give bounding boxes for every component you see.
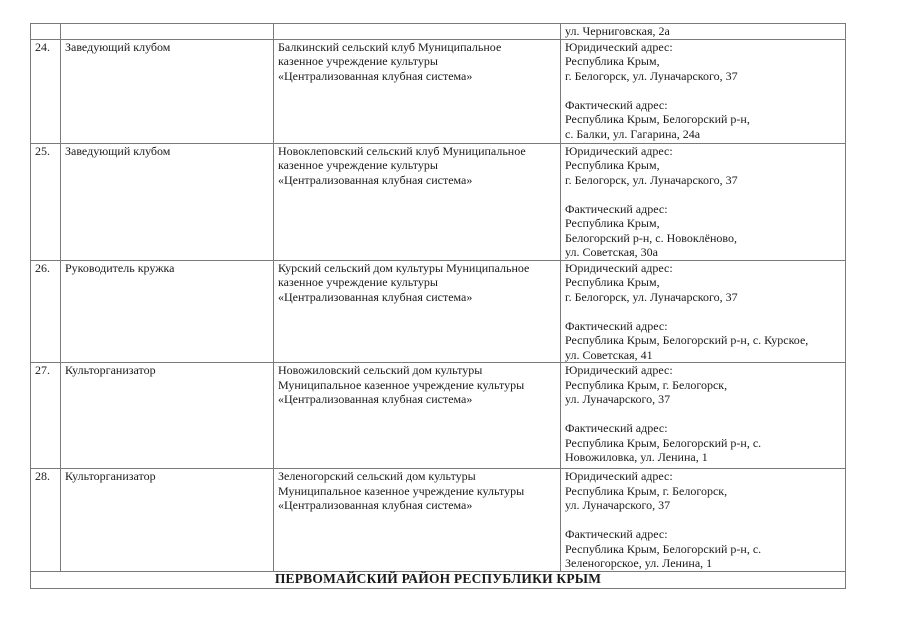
organization-line: Муниципальное казенное учреждение культуры <box>278 483 525 498</box>
cell-position <box>61 24 274 40</box>
address-cell <box>561 260 846 363</box>
vacancy-table <box>30 23 846 589</box>
table-row <box>31 143 846 260</box>
actual-address-label: Фактический адрес: <box>565 201 668 216</box>
actual-address-line: Республика Крым, Белогорский р-н, с. <box>565 435 762 450</box>
spacer <box>565 83 841 98</box>
organization-name <box>274 260 561 363</box>
organization-line: Зеленогорский сельский дом культуры <box>278 469 476 483</box>
legal-address-label: Юридический адрес: <box>565 39 673 54</box>
organization-line: «Централизованная клубная система» <box>278 392 473 406</box>
legal-address-line: г. Белогорск, ул. Луначарского, 37 <box>565 289 738 304</box>
table-row <box>31 39 846 143</box>
actual-address-label: Фактический адрес: <box>565 421 668 435</box>
row-number: 25. <box>31 143 61 260</box>
actual-address-line: Республика Крым, Белогорский р-н, <box>565 112 750 126</box>
organization-name <box>274 143 561 260</box>
organization-line: «Централизованная клубная система» <box>278 498 473 512</box>
legal-address-line: ул. Луначарского, 37 <box>565 392 671 406</box>
actual-address-label: Фактический адрес: <box>565 318 668 333</box>
actual-address-line: ул. Советская, 41 <box>565 347 653 362</box>
actual-address-line: Республика Крым, Белогорский р-н, с. Курское, <box>565 333 809 347</box>
legal-address-line: Республика Крым, <box>565 158 660 172</box>
section-row <box>31 572 846 589</box>
organization-name <box>274 363 561 469</box>
actual-address-line: Республика Крым, <box>565 216 660 230</box>
actual-address-line: ул. Советская, 30а <box>565 245 658 259</box>
section-heading: ПЕРВОМАЙСКИЙ РАЙОН РЕСПУБЛИКИ КРЫМ <box>31 572 846 589</box>
organization-line: казенное учреждение культуры <box>278 158 438 172</box>
legal-address-label: Юридический адрес: <box>565 469 673 483</box>
actual-address-line: Белогорский р-н, с. Новоклёново, <box>565 230 737 245</box>
table-row <box>31 363 846 469</box>
legal-address-line: Республика Крым, <box>565 54 660 68</box>
organization-line: казенное учреждение культуры <box>278 275 438 289</box>
table-row-continued <box>31 24 846 40</box>
position-title: Культорганизатор <box>61 363 274 469</box>
legal-address-label: Юридический адрес: <box>565 143 673 158</box>
actual-address-line: Зеленогорское, ул. Ленина, 1 <box>565 556 713 570</box>
spacer <box>565 513 841 528</box>
legal-address-line: г. Белогорск, ул. Луначарского, 37 <box>565 172 738 187</box>
organization-line: казенное учреждение культуры <box>278 54 438 68</box>
cell-organization <box>274 24 561 40</box>
actual-address-label: Фактический адрес: <box>565 97 668 112</box>
position-title: Заведующий клубом <box>61 143 274 260</box>
address-cell <box>561 469 846 572</box>
legal-address-line: г. Белогорск, ул. Луначарского, 37 <box>565 68 738 83</box>
actual-address-line: Республика Крым, Белогорский р-н, с. <box>565 541 762 556</box>
spacer <box>565 304 841 319</box>
cell-address <box>561 24 846 40</box>
legal-address-line: Республика Крым, г. Белогорск, <box>565 483 728 498</box>
row-number: 28. <box>31 469 61 572</box>
organization-line: «Централизованная клубная система» <box>278 289 473 304</box>
row-number: 27. <box>31 363 61 469</box>
row-number: 24. <box>31 39 61 143</box>
position-title: Культорганизатор <box>61 469 274 572</box>
row-number: 26. <box>31 260 61 363</box>
cell-number <box>31 24 61 40</box>
organization-line: Курский сельский дом культуры Муниципальное <box>278 260 530 275</box>
position-title: Руководитель кружка <box>61 260 274 363</box>
spacer <box>565 407 841 422</box>
address-cell <box>561 143 846 260</box>
table-row <box>31 260 846 363</box>
table-row <box>31 469 846 572</box>
actual-address-line: Новожиловка, ул. Ленина, 1 <box>565 450 708 464</box>
spacer <box>565 187 841 202</box>
legal-address-label: Юридический адрес: <box>565 260 673 275</box>
legal-address-label: Юридический адрес: <box>565 363 673 377</box>
organization-name <box>274 469 561 572</box>
address-cell <box>561 39 846 143</box>
organization-line: Новоклеповский сельский клуб Муниципальное <box>278 143 526 158</box>
legal-address-line: ул. Луначарского, 37 <box>565 498 671 512</box>
organization-line: «Централизованная клубная система» <box>278 172 473 187</box>
address-cell <box>561 363 846 469</box>
organization-line: Новожиловский сельский дом культуры <box>278 363 483 377</box>
organization-line: Балкинский сельский клуб Муниципальное <box>278 39 502 54</box>
organization-name <box>274 39 561 143</box>
position-title: Заведующий клубом <box>61 39 274 143</box>
legal-address-line: Республика Крым, г. Белогорск, <box>565 377 728 392</box>
organization-line: Муниципальное казенное учреждение культуры <box>278 377 525 392</box>
actual-address-label: Фактический адрес: <box>565 527 668 541</box>
actual-address-line: с. Балки, ул. Гагарина, 24а <box>565 126 701 141</box>
organization-line: «Централизованная клубная система» <box>278 68 473 83</box>
legal-address-line: Республика Крым, <box>565 275 660 289</box>
address-tail: ул. Черниговская, 2а <box>565 24 670 38</box>
